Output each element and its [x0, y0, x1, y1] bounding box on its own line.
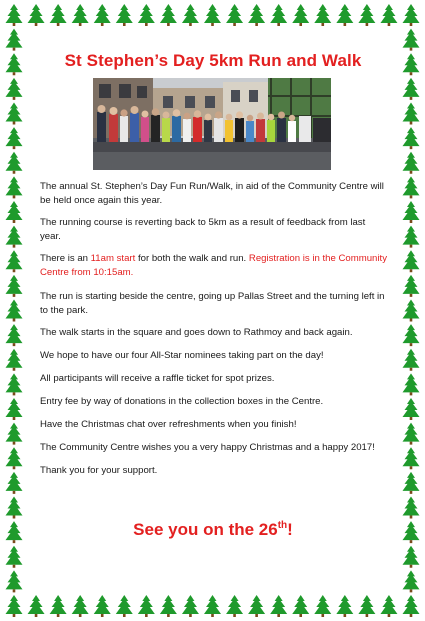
paragraph-christmas-wishes: The Community Centre wishes you a very happy Christmas and a happy 2017! — [40, 442, 375, 453]
tree-icon — [403, 595, 420, 617]
tree-icon — [182, 595, 199, 617]
registration-info: Registration is in the Community Centre from 10:15am. — [40, 253, 387, 278]
tree-icon — [403, 398, 420, 420]
tree-icon — [6, 472, 23, 494]
tree-icon — [50, 4, 67, 26]
tree-icon — [6, 176, 23, 198]
tree-icon — [403, 275, 420, 297]
tree-icon — [6, 201, 23, 223]
tree-icon — [6, 53, 23, 75]
tree-icon — [6, 423, 23, 445]
tree-icon — [403, 373, 420, 395]
paragraph-intro: The annual St. Stephen’s Day Fun Run/Walk, in aid of the Community Centre will be held once again this year. — [40, 181, 384, 206]
tree-icon — [403, 53, 420, 75]
tree-icon — [226, 4, 243, 26]
tree-icon — [72, 595, 89, 617]
tree-icon — [6, 546, 23, 568]
tree-icon — [6, 324, 23, 346]
tree-icon — [160, 4, 177, 26]
tree-icon — [403, 78, 420, 100]
tree-icon — [94, 4, 111, 26]
paragraph-refreshments: Have the Christmas chat over refreshments when you finish! — [40, 419, 297, 430]
tree-icon — [403, 127, 420, 149]
tree-icon — [403, 570, 420, 592]
tree-icon — [6, 521, 23, 543]
poster-title: St Stephen’s Day 5km Run and Walk — [64, 51, 362, 70]
tree-icon — [358, 595, 375, 617]
tree-icon — [116, 595, 133, 617]
tree-icon — [403, 423, 420, 445]
tree-icon — [6, 29, 23, 51]
tree-icon — [6, 103, 23, 125]
tree-icon — [403, 201, 420, 223]
tree-icon — [380, 595, 397, 617]
tree-icon — [6, 570, 23, 592]
tree-icon — [6, 447, 23, 469]
tree-icon — [314, 4, 331, 26]
tree-icon — [403, 152, 420, 174]
start-middle: for both the walk and run. — [135, 253, 249, 264]
tree-icon — [6, 300, 23, 322]
tree-icon — [6, 349, 23, 371]
tree-icon — [6, 275, 23, 297]
tree-icon — [182, 4, 199, 26]
tree-icon — [314, 595, 331, 617]
tree-icon — [270, 4, 287, 26]
tree-icon — [226, 595, 243, 617]
tree-icon — [6, 152, 23, 174]
closing-suffix: th — [277, 520, 288, 531]
tree-icon — [336, 4, 353, 26]
closing-end: ! — [287, 520, 293, 539]
tree-icon — [403, 250, 420, 272]
tree-icon — [6, 250, 23, 272]
paragraph-thanks: Thank you for your support. — [40, 465, 158, 476]
tree-icon — [403, 226, 420, 248]
tree-icon — [380, 4, 397, 26]
tree-icon — [6, 373, 23, 395]
tree-icon — [6, 4, 23, 26]
poster-content — [38, 36, 388, 586]
tree-icon — [270, 595, 287, 617]
tree-icon — [72, 4, 89, 26]
paragraph-raffle: All participants will receive a raffle ticket for spot prizes. — [40, 373, 275, 384]
tree-icon — [28, 4, 45, 26]
tree-icon — [6, 226, 23, 248]
tree-icon — [403, 447, 420, 469]
tree-icon — [403, 497, 420, 519]
tree-icon — [160, 595, 177, 617]
tree-icon — [138, 595, 155, 617]
tree-icon — [403, 300, 420, 322]
tree-icon — [403, 176, 420, 198]
start-prefix: There is an — [40, 253, 91, 264]
tree-icon — [204, 595, 221, 617]
tree-icon — [292, 595, 309, 617]
tree-icon — [403, 546, 420, 568]
tree-icon — [6, 497, 23, 519]
tree-icon — [403, 4, 420, 26]
tree-icon — [358, 4, 375, 26]
paragraph-run-route: The run is starting beside the centre, going up Pallas Street and the turning left in to the park. — [40, 291, 385, 316]
tree-icon — [28, 595, 45, 617]
tree-icon — [403, 521, 420, 543]
paragraph-course: The running course is reverting back to 5km as a result of feedback from last year. — [40, 217, 366, 242]
tree-icon — [204, 4, 221, 26]
paragraph-walk-route: The walk starts in the square and goes down to Rathmoy and back again. — [40, 327, 353, 338]
tree-icon — [403, 349, 420, 371]
tree-icon — [403, 103, 420, 125]
start-time: 11am start — [90, 253, 136, 264]
closing-text: See you on the 26 — [133, 520, 278, 539]
paragraph-start-info — [40, 252, 388, 279]
runners-photo — [93, 78, 331, 170]
closing-message — [38, 520, 388, 540]
tree-icon — [248, 4, 265, 26]
tree-icon — [138, 4, 155, 26]
tree-icon — [116, 4, 133, 26]
tree-icon — [403, 29, 420, 51]
tree-icon — [6, 78, 23, 100]
tree-icon — [6, 595, 23, 617]
tree-icon — [403, 324, 420, 346]
tree-icon — [248, 595, 265, 617]
paragraph-all-stars: We hope to have our four All-Star nominees taking part on the day! — [40, 350, 324, 361]
tree-icon — [50, 595, 67, 617]
tree-icon — [6, 127, 23, 149]
tree-icon — [6, 398, 23, 420]
tree-icon — [94, 595, 111, 617]
tree-icon — [403, 472, 420, 494]
paragraph-entry-fee: Entry fee by way of donations in the collection boxes in the Centre. — [40, 396, 324, 407]
tree-icon — [336, 595, 353, 617]
tree-icon — [292, 4, 309, 26]
